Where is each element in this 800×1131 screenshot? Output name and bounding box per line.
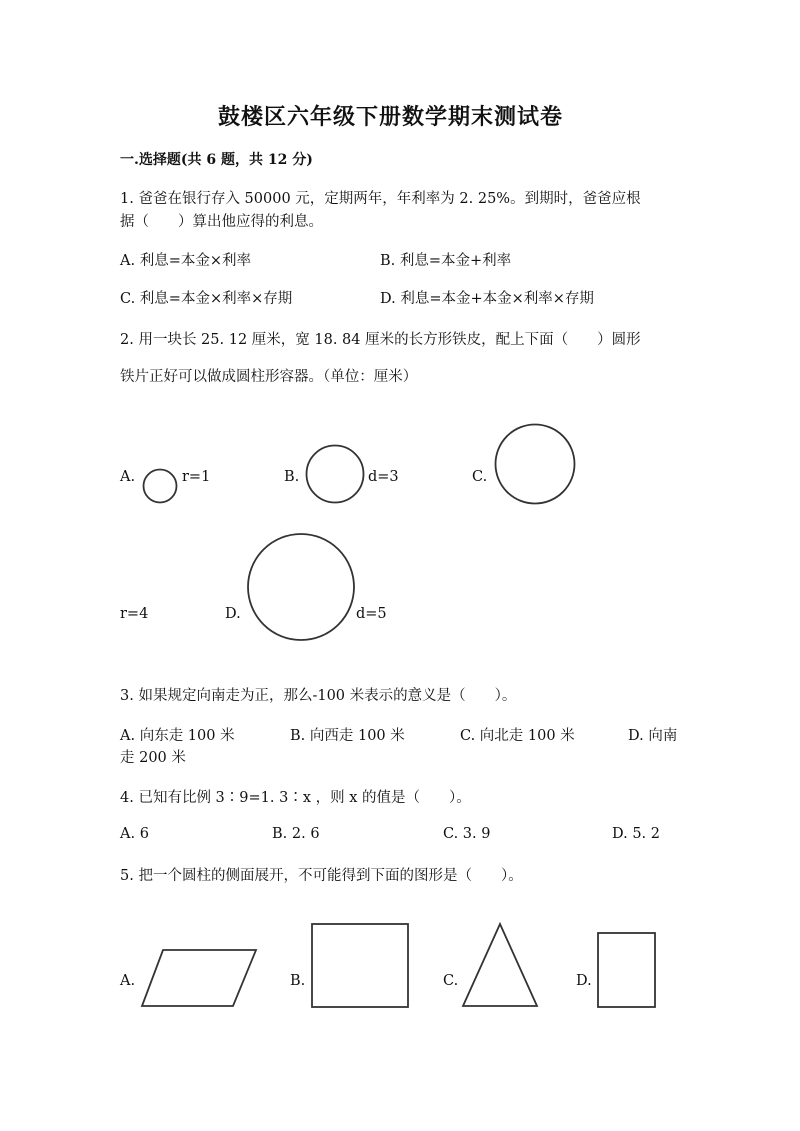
- q4-option-a[interactable]: A. 6: [120, 826, 149, 842]
- q5-stem: 5. 把一个圆柱的侧面展开，不可能得到下面的图形是（ ）。: [120, 868, 523, 884]
- circle-figure-d: [248, 534, 354, 640]
- q5-option-a[interactable]: A.: [120, 973, 136, 989]
- q2-option-b-letter[interactable]: B.: [284, 469, 300, 485]
- q2-stem-line1: 2. 用一块长 25. 12 厘米，宽 18. 84 厘米的长方形铁皮，配上下面（ ）圆形: [120, 332, 641, 348]
- q4-option-d[interactable]: D. 5. 2: [612, 826, 660, 842]
- q4-option-b[interactable]: B. 2. 6: [272, 826, 320, 842]
- q3-option-a[interactable]: A. 向东走 100 米: [120, 728, 235, 744]
- q5-option-d[interactable]: D.: [576, 973, 592, 989]
- q2-option-c-letter[interactable]: C.: [472, 469, 488, 485]
- q2-option-d-value: d=5: [356, 606, 387, 622]
- q3-option-d-line2: 走 200 米: [120, 750, 186, 766]
- circle-figure-c: [496, 425, 575, 504]
- q2-option-b-value: d=3: [368, 469, 399, 485]
- q5-option-b[interactable]: B.: [290, 973, 306, 989]
- q1-option-a[interactable]: A. 利息=本金×利率: [120, 253, 251, 269]
- q1-stem-line1: 1. 爸爸在银行存入 50000 元，定期两年，年利率为 2. 25%。到期时，爸爸应根: [120, 191, 641, 207]
- parallelogram-figure: [142, 950, 256, 1006]
- q2-stem-line2: 铁片正好可以做成圆柱形容器。（单位：厘米）: [120, 369, 418, 385]
- page-title: 鼓楼区六年级下册数学期末测试卷: [218, 104, 564, 130]
- q1-stem-line2: 据（ ）算出他应得的利息。: [120, 214, 323, 230]
- narrow-rectangle-figure: [598, 933, 655, 1007]
- q3-stem: 3. 如果规定向南走为正，那么-100 米表示的意义是（ ）。: [120, 688, 517, 704]
- q4-stem: 4. 已知有比例 3∶9=1. 3∶x ，则 x 的值是（ ）。: [120, 790, 471, 806]
- section-heading: 一.选择题(共 6 题，共 12 分): [120, 152, 313, 168]
- triangle-figure: [463, 924, 537, 1006]
- q2-option-a-letter[interactable]: A.: [120, 469, 136, 485]
- q2-option-a-value: r=1: [182, 469, 211, 485]
- rectangle-figure: [312, 924, 408, 1007]
- q2-option-c-value: r=4: [120, 606, 149, 622]
- q2-option-d-letter[interactable]: D.: [225, 606, 241, 622]
- q1-option-c[interactable]: C. 利息=本金×利率×存期: [120, 291, 293, 307]
- q1-option-d[interactable]: D. 利息=本金+本金×利率×存期: [380, 291, 594, 307]
- circle-figure-b: [307, 446, 364, 503]
- q3-option-b[interactable]: B. 向西走 100 米: [290, 728, 405, 744]
- circle-figure-a: [144, 470, 177, 503]
- q3-option-d-line1[interactable]: D. 向南: [628, 728, 678, 744]
- q4-option-c[interactable]: C. 3. 9: [443, 826, 491, 842]
- q5-option-c[interactable]: C.: [443, 973, 459, 989]
- q3-option-c[interactable]: C. 向北走 100 米: [460, 728, 575, 744]
- q1-option-b[interactable]: B. 利息=本金+利率: [380, 253, 512, 269]
